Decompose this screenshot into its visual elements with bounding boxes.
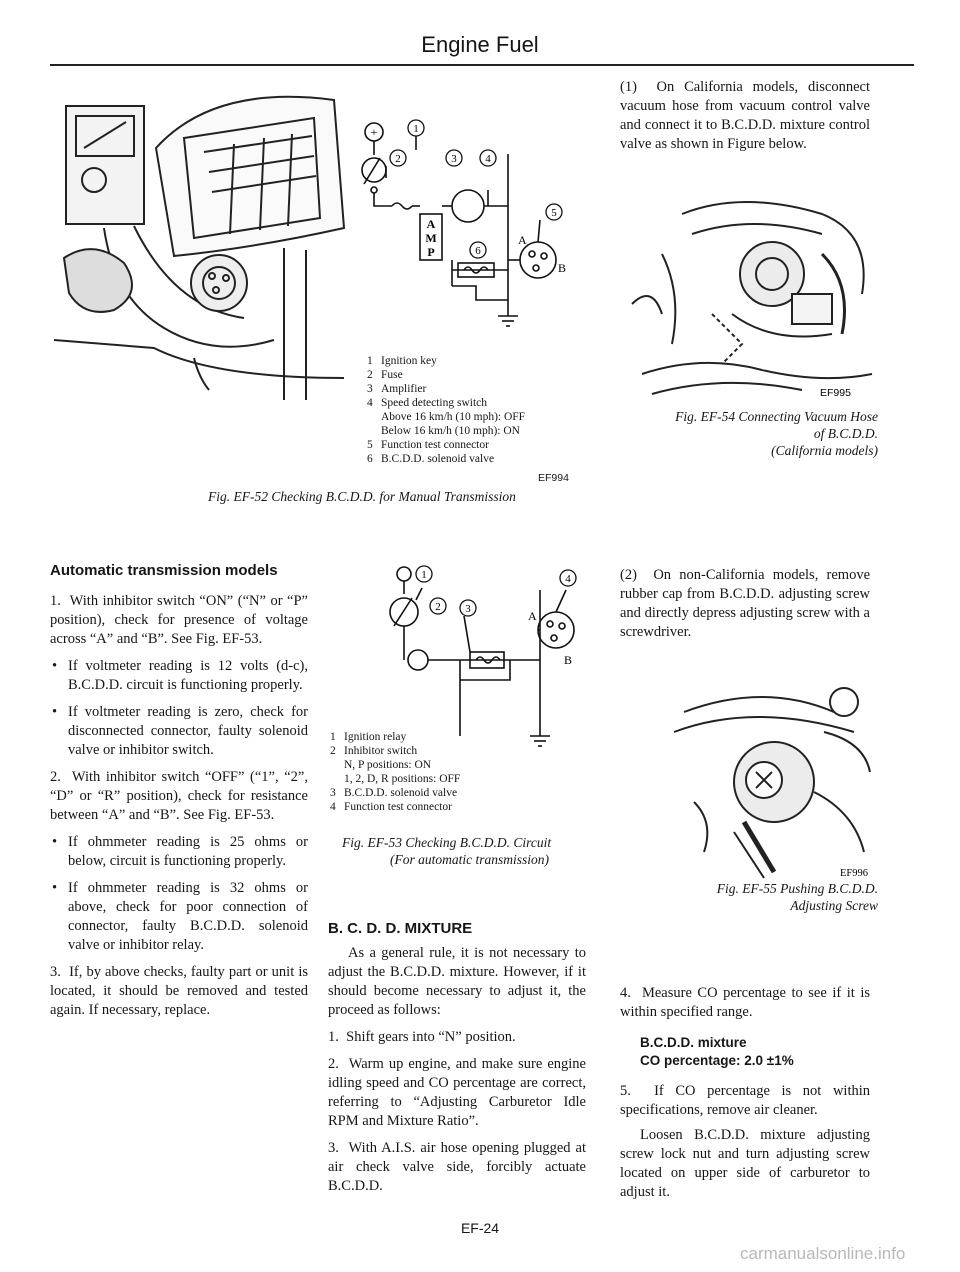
fig52-schematic xyxy=(358,110,578,350)
fig54-code: EF995 xyxy=(820,387,851,399)
fig53-legend xyxy=(330,730,550,814)
fig52-callout-6-text: 6 xyxy=(475,245,481,257)
fig52-legend-item: 2 Fuse xyxy=(367,369,403,381)
fig55-photo xyxy=(664,672,880,882)
fig53-terminal-b: B xyxy=(564,653,573,667)
fig53-circle-labels xyxy=(416,566,576,616)
list-item: • If ohmmeter reading is 25 ohms or below, circuit is functioning properly. xyxy=(68,833,308,871)
col3-step-5: 5. If CO percentage is not within specifications, remove air cleaner. xyxy=(620,1083,870,1118)
fig52-code: EF994 xyxy=(538,472,569,484)
fig52-callout-1-text: 1 xyxy=(413,123,419,135)
col2-step: 2. Warm up engine, and make sure engine idling speed and CO percentage are correct, referring to “Adjusting Carburetor Idle RPM and Mixture Ratio”. xyxy=(328,1056,586,1129)
fig53-legend-item: 1 Ignition relay xyxy=(330,731,407,743)
fig52-gear-p: P xyxy=(427,245,435,259)
fig52-legend xyxy=(367,354,577,466)
fig53-terminal-a: A xyxy=(528,609,537,623)
page-header-title: Engine Fuel xyxy=(421,32,539,57)
fig52-callout-2-text: 2 xyxy=(395,153,401,165)
spec-title: B.C.D.D. mixture xyxy=(640,1035,747,1050)
col3-para-1: (1) On California models, disconnect vacuum hose from vacuum control valve and connect it to B.C.D.D. mixture control valve as shown in Figure below. xyxy=(620,79,870,152)
fig53-callout-2-text: 2 xyxy=(435,601,441,613)
section-heading-automatic: Automatic transmission models xyxy=(50,562,278,579)
col3-step-4: 4. Measure CO percentage to see if it is within specified range. xyxy=(620,985,870,1020)
fig52-callout-3-text: 3 xyxy=(451,153,457,165)
section-heading-mixture: B. C. D. D. MIXTURE xyxy=(328,920,473,937)
col1-step-3: 3. If, by above checks, faulty part or unit is located, it should be removed and tested again. If necessary, replace. xyxy=(50,964,308,1018)
fig53-callout-1-text: 1 xyxy=(421,569,427,581)
fig52-legend-item: 3 Amplifier xyxy=(367,383,427,395)
fig52-legend-item: 5 Function test connector xyxy=(367,439,489,451)
fig52-gear-m: M xyxy=(425,231,437,245)
fig52-callout-4-text: 4 xyxy=(485,153,491,165)
list-item: • If ohmmeter reading is 32 ohms or above, check for poor connection of connector, faulty B.C.D.D. solenoid valve or inhibitor relay. xyxy=(68,879,308,955)
col3-spec xyxy=(640,1034,870,1070)
col1-step-2: 2. With inhibitor switch “OFF” (“1”, “2”, “D” or “R” position), check for resistance between “A” and “B”. See Fig. EF-53. xyxy=(50,769,308,823)
fig52-callout-5-text: 5 xyxy=(551,207,557,219)
col1-step-1: 1. With inhibitor switch “ON” (“N” or “P” position), check for presence of voltage across “A” and “B”. See Fig. EF-53. xyxy=(50,593,308,647)
fig53-caption: Fig. EF-53 Checking B.C.D.D. Circuit (For automatic transmission) xyxy=(342,835,552,867)
spec-value: CO percentage: 2.0 ±1% xyxy=(640,1053,794,1068)
fig52-legend-item: 4 Speed detecting switch Above 16 km/h (10 mph): OFF Below 16 km/h (10 mph): ON xyxy=(367,397,526,437)
fig52-plus-label: + xyxy=(370,125,378,139)
fig54-photo xyxy=(622,194,878,406)
page-number: EF-24 xyxy=(460,1220,500,1236)
col2-body xyxy=(328,944,586,1204)
fig52-caption: Fig. EF-52 Checking B.C.D.D. for Manual Transmission xyxy=(208,489,516,504)
col2-intro: As a general rule, it is not necessary to adjust the B.C.D.D. mixture. However, if it should become necessary to adjust it, the proceed as follows: xyxy=(328,945,586,1018)
fig52-legend-item: 1 Ignition key xyxy=(367,355,437,367)
watermark: carmanualsonline.info xyxy=(740,1244,906,1263)
col2-step: 3. With A.I.S. air hose opening plugged at air check valve side, forcibly actuate B.C.D.D. xyxy=(328,1140,586,1194)
col1-bullets-1 xyxy=(50,657,308,760)
list-item: • If voltmeter reading is zero, check for disconnected connector, faulty solenoid valve or inhibitor switch. xyxy=(68,703,308,760)
col2-step: 1. Shift gears into “N” position. xyxy=(328,1029,516,1045)
fig53-legend-item: 3 B.C.D.D. solenoid valve xyxy=(330,787,458,799)
fig53-schematic xyxy=(360,560,580,750)
fig53-callout-4-text: 4 xyxy=(565,573,571,585)
col3-para-2: (2) On non-California models, remove rubber cap from B.C.D.D. adjusting screw and directly depress adjusting screw with a screwdriver. xyxy=(620,567,870,640)
header-rule xyxy=(50,64,914,66)
col1-body xyxy=(50,592,308,1028)
list-item: • If voltmeter reading is 12 volts (d-c), B.C.D.D. circuit is functioning properly. xyxy=(68,657,308,695)
fig52-terminal-a: A xyxy=(518,233,527,247)
fig54-caption: Fig. EF-54 Connecting Vacuum Hose of B.C.D.D. (California models) xyxy=(675,409,878,458)
fig55-caption: Fig. EF-55 Pushing B.C.D.D. Adjusting Screw xyxy=(716,881,878,913)
fig52-photo xyxy=(44,78,356,408)
fig53-callout-3-text: 3 xyxy=(465,603,471,615)
fig52-legend-item: 6 B.C.D.D. solenoid valve xyxy=(367,453,495,465)
fig55-code: EF996 xyxy=(840,868,869,879)
fig52-gear-a: A xyxy=(426,217,436,231)
col3-para-loosen: Loosen B.C.D.D. mixture adjusting screw lock nut and turn adjusting screw located on upper side of carburetor to adjust it. xyxy=(620,1127,870,1200)
fig53-legend-item: 4 Function test connector xyxy=(330,801,452,813)
fig52-terminal-b: B xyxy=(558,261,567,275)
col1-bullets-2 xyxy=(50,833,308,955)
fig53-legend-item: 2 Inhibitor switch N, P positions: ON 1, 2, D, R positions: OFF xyxy=(330,745,461,785)
